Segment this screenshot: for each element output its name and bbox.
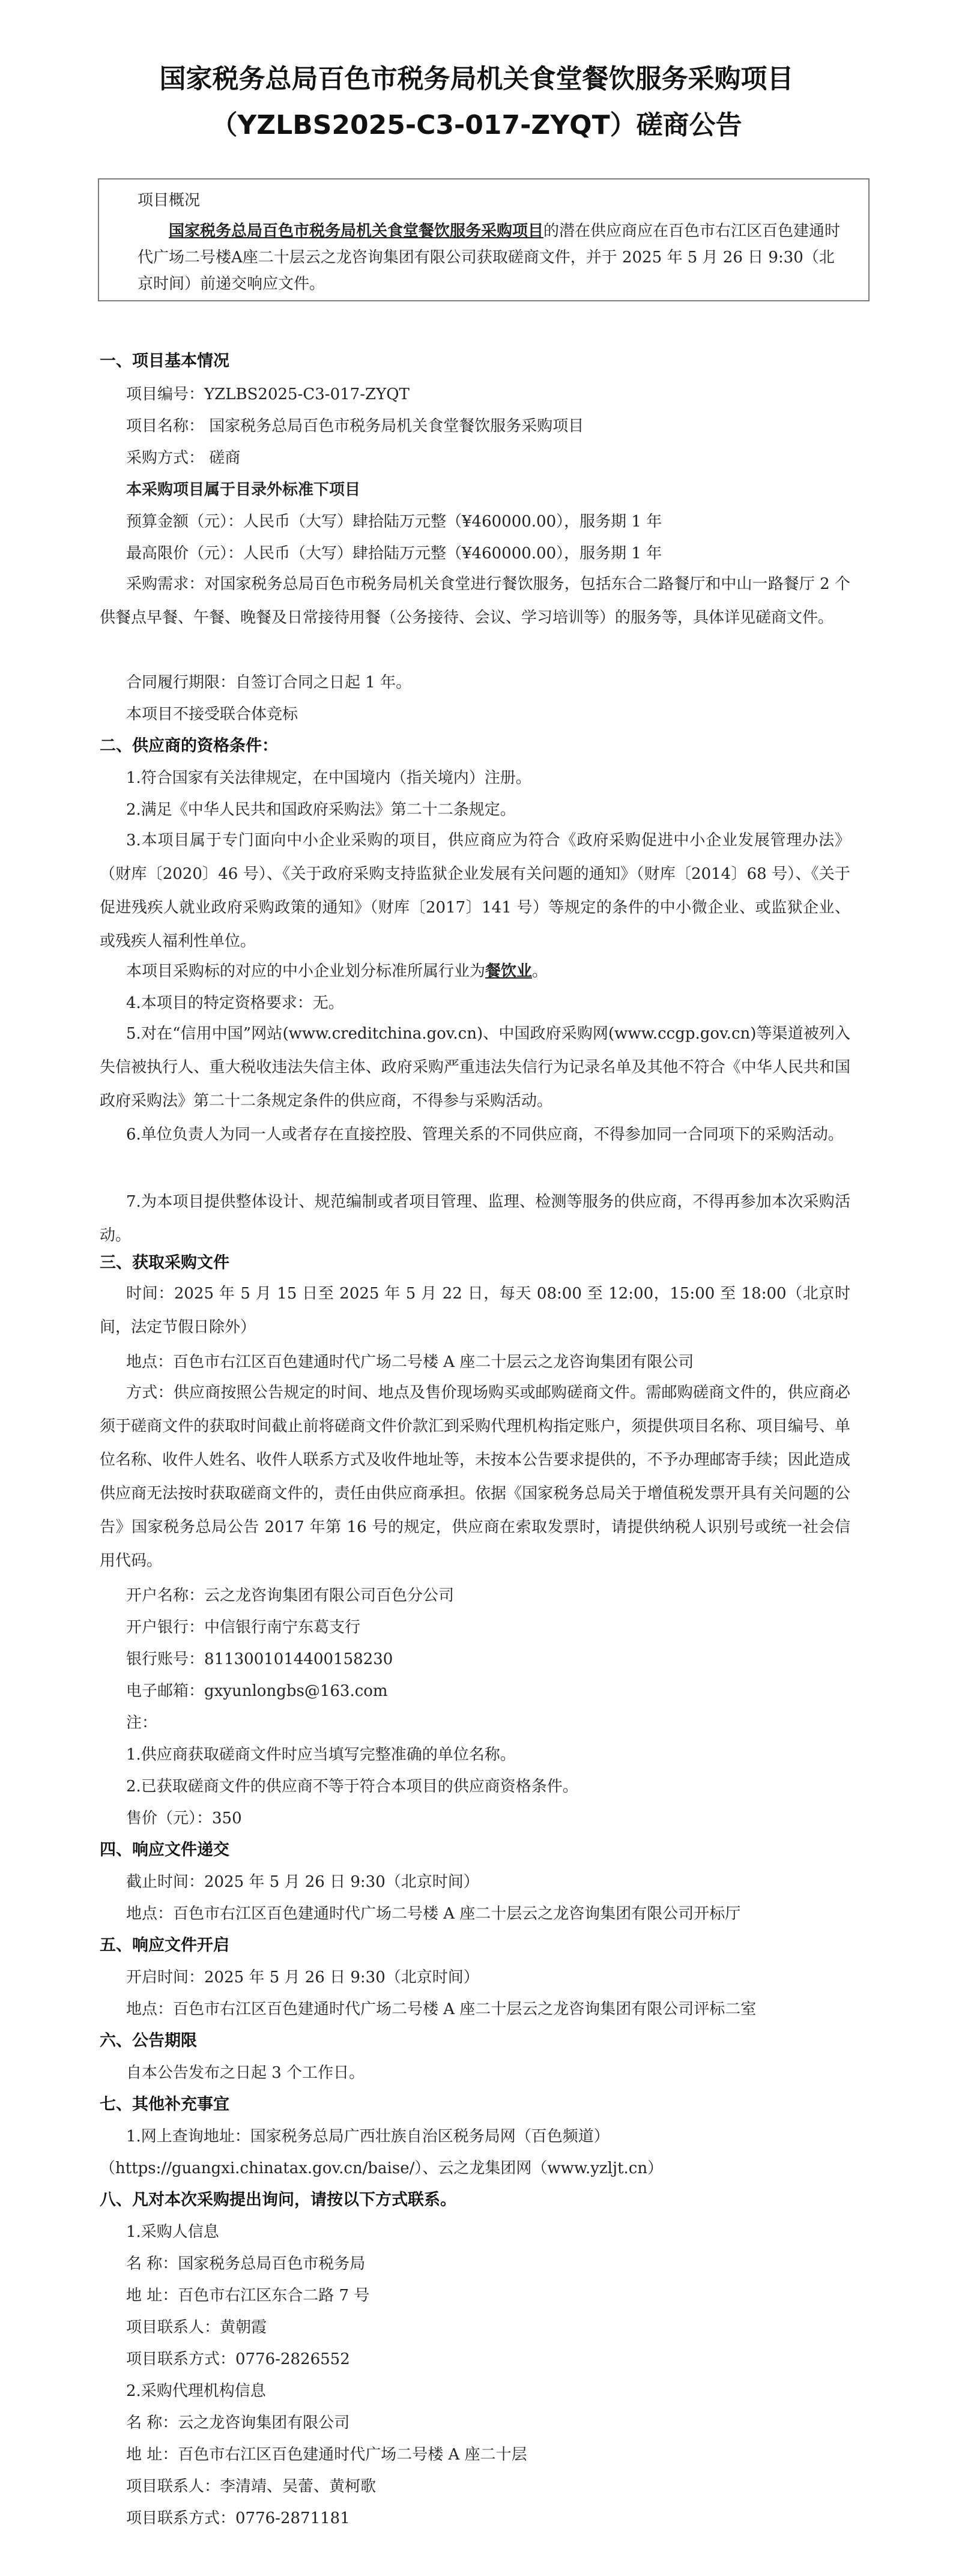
purchaser-phone: 项目联系方式：0776-2826552 <box>126 2350 350 2368</box>
overview-project-name: 国家税务总局百色市税务局机关食堂餐饮服务采购项目 <box>169 222 544 240</box>
catalog-note: 本采购项目属于目录外标准下项目 <box>126 481 361 499</box>
submission-deadline: 截止时间：2025 年 5 月 26 日 9:30（北京时间） <box>126 1873 479 1891</box>
section-7-heading: 七、其他补充事宜 <box>100 2095 229 2114</box>
document-title-line2: （YZLBS2025-C3-017-ZYQT）磋商公告 <box>211 110 742 140</box>
agency-contact: 项目联系人：李清靖、吴蕾、黄柯歌 <box>126 2478 377 2496</box>
note-label: 注： <box>126 1714 158 1732</box>
industry-prefix: 本项目采购标的对应的中小企业划分标准所属行业为 <box>126 962 486 980</box>
section-4-heading: 四、响应文件递交 <box>100 1841 229 1859</box>
section-3-heading: 三、获取采购文件 <box>100 1253 229 1272</box>
purchaser-address: 地 址：百色市右江区东合二路 7 号 <box>126 2287 370 2305</box>
project-overview-box <box>98 178 870 301</box>
agency-name: 名 称：云之龙咨询集团有限公司 <box>126 2414 350 2432</box>
account-name: 开户名称：云之龙咨询集团有限公司百色分公司 <box>126 1587 455 1605</box>
industry-value: 餐饮业 <box>485 962 533 980</box>
qualification-7: 7.为本项目提供整体设计、规范编制或者项目管理、监理、检测等服务的供应商，不得再参加本次采购活动。 <box>100 1193 850 1244</box>
opening-place: 地点：百色市右江区百色建通时代广场二号楼 A 座二十层云之龙咨询集团有限公司评标二室 <box>126 2000 757 2018</box>
procurement-demand: 采购需求：对国家税务总局百色市税务局机关食堂进行餐饮服务，包括东合二路餐厅和中山一路餐厅 2 个供餐点早餐、午餐、晚餐及日常接待用餐（公务接待、会议、学习培训等）的服务等，具体详见磋商文件。 <box>100 575 850 627</box>
budget-amount: 预算金额（元）：人民币（大写）肆拾陆万元整（¥460000.00），服务期 1 年 <box>126 513 662 531</box>
contact-email: 电子邮箱：gxyunlongbs@163.com <box>126 1682 388 1700</box>
query-address-line2: （https://guangxi.chinatax.gov.cn/baise/）、云之龙集团网（www.yzljt.cn） <box>100 2159 664 2177</box>
account-bank: 开户银行：中信银行南宁东葛支行 <box>126 1618 361 1636</box>
note-1: 1.供应商获取磋商文件时应当填写完整准确的单位名称。 <box>126 1746 516 1764</box>
account-number: 银行账号：8113001014400158230 <box>126 1650 393 1668</box>
agency-info-title: 2.采购代理机构信息 <box>126 2382 266 2400</box>
acquisition-place: 地点：百色市右江区百色建通时代广场二号楼 A 座二十层云之龙咨询集团有限公司 <box>126 1353 694 1371</box>
procurement-method: 采购方式： 磋商 <box>126 449 241 467</box>
query-address-line1: 1.网上查询地址：国家税务总局广西壮族自治区税务局网（百色频道） <box>126 2128 610 2146</box>
overview-text <box>138 218 850 297</box>
max-price: 最高限价（元）：人民币（大写）肆拾陆万元整（¥460000.00），服务期 1 年 <box>126 544 662 563</box>
section-2-heading: 二、供应商的资格条件： <box>100 737 278 755</box>
project-name: 项目名称： 国家税务总局百色市税务局机关食堂餐饮服务采购项目 <box>126 417 584 435</box>
purchaser-name: 名 称：国家税务总局百色市税务局 <box>126 2255 366 2273</box>
qualification-4: 4.本项目的特定资格要求：无。 <box>126 994 344 1012</box>
purchaser-info-title: 1.采购人信息 <box>126 2223 219 2241</box>
consortium-note: 本项目不接受联合体竞标 <box>126 705 298 723</box>
qualification-1: 1.符合国家有关法律规定，在中国境内（指关境内）注册。 <box>126 769 531 787</box>
industry-suffix: 。 <box>532 962 548 980</box>
section-5-heading: 五、响应文件开启 <box>100 1936 229 1955</box>
document-price: 售价（元）：350 <box>126 1809 242 1827</box>
acquisition-time: 时间：2025 年 5 月 15 日至 2025 年 5 月 22 日，每天 08:00 至 12:00，15:00 至 18:00（北京时间，法定节假日除外） <box>100 1285 850 1336</box>
contract-period: 合同履行期限：自签订合同之日起 1 年。 <box>126 674 412 692</box>
submission-place: 地点：百色市右江区百色建通时代广场二号楼 A 座二十层云之龙咨询集团有限公司开标厅 <box>126 1905 741 1923</box>
qualification-6: 6.单位负责人为同一人或者存在直接控股、管理关系的不同供应商，不得参加同一合同项下的采购活动。 <box>126 1126 844 1144</box>
opening-time: 开启时间：2025 年 5 月 26 日 9:30（北京时间） <box>126 1968 479 1986</box>
section-6-heading: 六、公告期限 <box>100 2032 197 2050</box>
agency-phone: 项目联系方式：0776-2871181 <box>126 2509 350 2527</box>
project-code: 项目编号：YZLBS2025-C3-017-ZYQT <box>126 385 410 403</box>
agency-address: 地 址：百色市右江区百色建通时代广场二号楼 A 座二十层 <box>126 2446 527 2464</box>
announcement-period: 自本公告发布之日起 3 个工作日。 <box>126 2064 365 2082</box>
purchaser-contact: 项目联系人：黄朝霞 <box>126 2318 267 2336</box>
overview-heading: 项目概况 <box>138 192 201 210</box>
note-2: 2.已获取磋商文件的供应商不等于符合本项目的供应商资格条件。 <box>126 1778 578 1796</box>
qualification-2: 2.满足《中华人民共和国政府采购法》第二十二条规定。 <box>126 801 516 819</box>
document-title-line1: 国家税务总局百色市税务局机关食堂餐饮服务采购项目 <box>159 64 794 94</box>
industry-classification <box>126 959 548 983</box>
section-8-heading: 八、凡对本次采购提出询问，请按以下方式联系。 <box>100 2191 456 2209</box>
qualification-3: 3.本项目属于专门面向中小企业采购的项目，供应商应为符合《政府采购促进中小企业发展管理办法》（财库〔2020〕46 号）、《关于政府采购支持监狱企业发展有关问题的通知》（财库〔2014〕68 号）、《关于促进残疾人就业政府采购政策的通知》（财库〔2017〕141 号）等规定的条件的中小微企业、或监狱企业、或残疾人福利性单位。 <box>100 831 850 950</box>
section-1-heading: 一、项目基本情况 <box>100 352 229 370</box>
overview-body: 的潜在供应商应在百色市右江区百色建通时代广场二号楼A座二十层云之龙咨询集团有限公司获取磋商文件，并于 2025 年 5 月 26 日 9:30（北京时间）前递交响应文件。 <box>138 222 841 293</box>
qualification-5: 5.对在“信用中国”网站(www.creditchina.gov.cn)、中国政府采购网(www.ccgp.gov.cn)等渠道被列入失信被执行人、重大税收违法失信主体、政府采购严重违法失信行为记录名单及其他不符合《中华人民共和国政府采购法》第二十二条规定条件的供应商，不得参与采购活动。 <box>100 1025 850 1110</box>
acquisition-method: 方式：供应商按照公告规定的时间、地点及售价现场购买或邮购磋商文件。需邮购磋商文件的，供应商必须于磋商文件的获取时间截止前将磋商文件价款汇到采购代理机构指定账户，须提供项目名称、项目编号、单位名称、收件人姓名、收件人联系方式及收件地址等，未按本公告要求提供的，不予办理邮寄手续；因此造成供应商无法按时获取磋商文件的，责任由供应商承担。依据《国家税务总局关于增值税发票开具有关问题的公告》国家税务总局公告 2017 年第 16 号的规定，供应商在索取发票时，请提供纳税人识别号或统一社会信用代码。 <box>100 1384 850 1570</box>
